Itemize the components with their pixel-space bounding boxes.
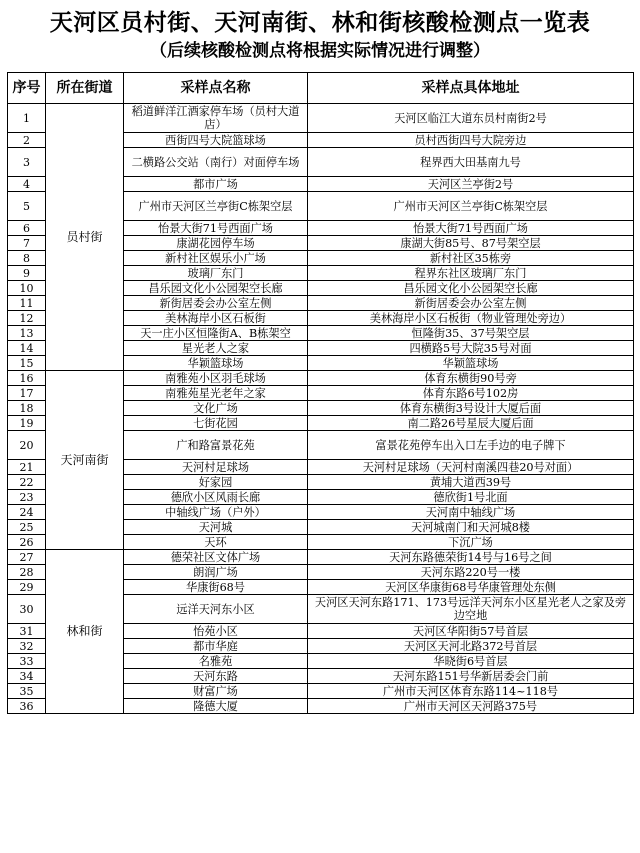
site-address: 下沉广场 (308, 535, 634, 550)
testing-sites-table (7, 72, 634, 714)
site-name: 华颖篮球场 (124, 356, 308, 371)
site-address: 华晓街6号首层 (308, 654, 634, 669)
site-address: 南二路26号星辰大厦后面 (308, 416, 634, 431)
row-number: 35 (8, 684, 46, 699)
site-address: 体育东横街90号旁 (308, 371, 634, 386)
site-address: 广州市天河区体育东路114~118号 (308, 684, 634, 699)
row-number: 26 (8, 535, 46, 550)
row-number: 27 (8, 550, 46, 565)
street-cell-tianhenan: 天河南街 (46, 371, 124, 550)
site-address: 恒隆街35、37号架空层 (308, 326, 634, 341)
site-name: 广和路富景花苑 (124, 431, 308, 460)
row-number: 30 (8, 595, 46, 624)
site-name: 星光老人之家 (124, 341, 308, 356)
row-number: 31 (8, 624, 46, 639)
row-number: 2 (8, 133, 46, 148)
row-number: 5 (8, 192, 46, 221)
site-name: 玻璃厂东门 (124, 266, 308, 281)
site-name: 七街花园 (124, 416, 308, 431)
site-address: 黄埔大道西39号 (308, 475, 634, 490)
header-site-name: 采样点名称 (124, 73, 308, 104)
site-name: 西街四号大院篮球场 (124, 133, 308, 148)
site-name: 好家园 (124, 475, 308, 490)
site-name: 华康街68号 (124, 580, 308, 595)
page-subtitle: （后续核酸检测点将根据实际情况进行调整） (150, 41, 490, 61)
site-address: 天河城南门和天河城8楼 (308, 520, 634, 535)
site-name: 稻道鲜洋江酒家停车场（员村大道店） (124, 104, 308, 133)
site-name: 美林海岸小区石板街 (124, 311, 308, 326)
row-number: 18 (8, 401, 46, 416)
row-number: 34 (8, 669, 46, 684)
site-address: 程界西大田基南九号 (308, 148, 634, 177)
header-site-address: 采样点具体地址 (308, 73, 634, 104)
row-number: 23 (8, 490, 46, 505)
site-address: 昌乐园文化小公园架空长廊 (308, 281, 634, 296)
site-address: 天河村足球场（天河村南溪四巷20号对面） (308, 460, 634, 475)
row-number: 4 (8, 177, 46, 192)
table-header-row (8, 73, 634, 104)
site-address: 四横路5号大院35号对面 (308, 341, 634, 356)
site-address: 天河区天河东路171、173号远洋天河东小区星光老人之家及旁边空地 (308, 595, 634, 624)
site-name: 德荣社区文体广场 (124, 550, 308, 565)
row-number: 20 (8, 431, 46, 460)
row-number: 10 (8, 281, 46, 296)
site-name: 昌乐园文化小公园架空长廊 (124, 281, 308, 296)
row-number: 29 (8, 580, 46, 595)
site-address: 新村社区35栋旁 (308, 251, 634, 266)
row-number: 22 (8, 475, 46, 490)
row-number: 6 (8, 221, 46, 236)
site-address: 天河东路德荣街14号与16号之间 (308, 550, 634, 565)
row-number: 11 (8, 296, 46, 311)
site-name: 朗润广场 (124, 565, 308, 580)
site-name: 财富广场 (124, 684, 308, 699)
site-address: 员村西街四号大院旁边 (308, 133, 634, 148)
site-name: 新街居委会办公室左侧 (124, 296, 308, 311)
site-address: 天河东路151号华新居委会门前 (308, 669, 634, 684)
site-name: 都市华庭 (124, 639, 308, 654)
document-page (7, 6, 633, 714)
row-number: 1 (8, 104, 46, 133)
site-address: 体育东路6号102房 (308, 386, 634, 401)
site-name: 文化广场 (124, 401, 308, 416)
row-number: 3 (8, 148, 46, 177)
street-cell-yuancun: 员村街 (46, 104, 124, 371)
site-address: 天河区华康街68号华康管理处东侧 (308, 580, 634, 595)
site-address: 富景花苑停车出入口左手边的电子牌下 (308, 431, 634, 460)
row-number: 12 (8, 311, 46, 326)
site-address: 天河区临江大道东员村南街2号 (308, 104, 634, 133)
row-number: 14 (8, 341, 46, 356)
header-seq: 序号 (8, 73, 46, 104)
site-address: 天河区华阳街57号首层 (308, 624, 634, 639)
site-name: 远洋天河东小区 (124, 595, 308, 624)
site-address: 康湖大街85号、87号架空层 (308, 236, 634, 251)
row-number: 13 (8, 326, 46, 341)
site-name: 二横路公交站（南行）对面停车场 (124, 148, 308, 177)
row-number: 28 (8, 565, 46, 580)
spacer (7, 62, 633, 72)
site-name: 南雅苑星光老年之家 (124, 386, 308, 401)
site-address: 体育东横街3号设计大厦后面 (308, 401, 634, 416)
site-address: 美林海岸小区石板街（物业管理处旁边） (308, 311, 634, 326)
row-number: 25 (8, 520, 46, 535)
site-address: 广州市天河区天河路375号 (308, 699, 634, 714)
site-address: 天河区天河北路372号首层 (308, 639, 634, 654)
row-number: 19 (8, 416, 46, 431)
site-address: 程界东社区玻璃厂东门 (308, 266, 634, 281)
row-number: 33 (8, 654, 46, 669)
site-name: 都市广场 (124, 177, 308, 192)
table-row (8, 104, 634, 133)
row-number: 32 (8, 639, 46, 654)
site-address: 德欣街1号北面 (308, 490, 634, 505)
site-name: 广州市天河区兰亭街C栋架空层 (124, 192, 308, 221)
site-name: 天一庄小区恒隆街A、B栋架空 (124, 326, 308, 341)
site-name: 名雅苑 (124, 654, 308, 669)
site-address: 怡景大街71号西面广场 (308, 221, 634, 236)
site-address: 广州市天河区兰亭街C栋架空层 (308, 192, 634, 221)
header-street: 所在街道 (46, 73, 124, 104)
site-name: 新村社区娱乐小广场 (124, 251, 308, 266)
row-number: 21 (8, 460, 46, 475)
site-name: 中轴线广场（户外） (124, 505, 308, 520)
site-name: 怡苑小区 (124, 624, 308, 639)
site-name: 天河城 (124, 520, 308, 535)
row-number: 24 (8, 505, 46, 520)
site-name: 南雅苑小区羽毛球场 (124, 371, 308, 386)
row-number: 36 (8, 699, 46, 714)
page-title: 天河区员村街、天河南街、林和街核酸检测点一览表 (49, 10, 591, 36)
street-cell-linhe: 林和街 (46, 550, 124, 714)
site-name: 天河村足球场 (124, 460, 308, 475)
site-name: 德欣小区风雨长廊 (124, 490, 308, 505)
site-name: 康湖花园停车场 (124, 236, 308, 251)
site-name: 隆德大厦 (124, 699, 308, 714)
row-number: 15 (8, 356, 46, 371)
row-number: 17 (8, 386, 46, 401)
site-address: 天河南中轴线广场 (308, 505, 634, 520)
site-name: 怡景大街71号西面广场 (124, 221, 308, 236)
row-number: 9 (8, 266, 46, 281)
row-number: 16 (8, 371, 46, 386)
table-row (8, 550, 634, 565)
site-address: 天河东路220号一楼 (308, 565, 634, 580)
site-name: 天环 (124, 535, 308, 550)
site-address: 华颖篮球场 (308, 356, 634, 371)
table-row (8, 371, 634, 386)
row-number: 8 (8, 251, 46, 266)
row-number: 7 (8, 236, 46, 251)
site-address: 天河区兰亭街2号 (308, 177, 634, 192)
site-address: 新街居委会办公室左侧 (308, 296, 634, 311)
site-name: 天河东路 (124, 669, 308, 684)
